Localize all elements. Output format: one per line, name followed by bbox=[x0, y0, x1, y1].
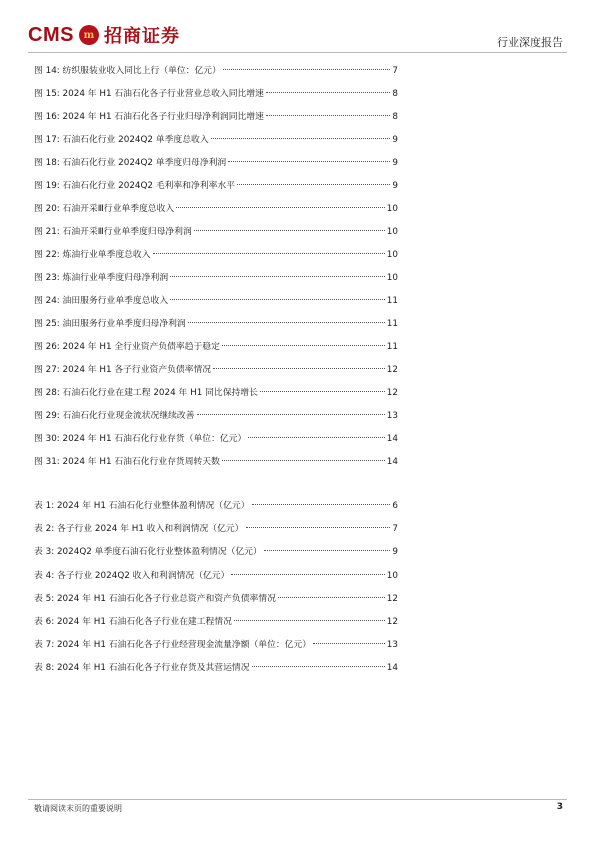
figure-entry-page: 14 bbox=[386, 457, 398, 467]
table-entry-page: 12 bbox=[386, 593, 398, 604]
figure-entry-page: 9 bbox=[392, 135, 398, 145]
figure-entry-page: 13 bbox=[386, 411, 398, 421]
dot-leader bbox=[246, 527, 391, 528]
table-entry-page: 10 bbox=[386, 570, 398, 581]
figure-entry-label: 图 14: 纺织服装业收入同比上行（单位：亿元） bbox=[34, 66, 221, 76]
table-index-list bbox=[34, 499, 398, 679]
table-entry[interactable] bbox=[34, 638, 398, 652]
dot-leader bbox=[266, 92, 391, 93]
figure-entry-page: 11 bbox=[386, 296, 398, 306]
figure-entry-page: 12 bbox=[386, 388, 398, 398]
table-entry-label: 表 6: 2024 年 H1 石油石化各子行业在建工程情况 bbox=[34, 617, 232, 627]
header-divider bbox=[28, 52, 567, 53]
figure-entry-label: 图 26: 2024 年 H1 全行业资产负债率趋于稳定 bbox=[34, 342, 220, 352]
dot-leader bbox=[313, 643, 385, 644]
figure-entry[interactable] bbox=[34, 110, 398, 124]
figure-entry-label: 图 30: 2024 年 H1 石油石化行业存货（单位：亿元） bbox=[34, 434, 247, 444]
figure-index-list bbox=[34, 64, 398, 467]
figure-entry-label: 图 19: 石油石化行业 2024Q2 毛利率和净利率水平 bbox=[34, 181, 236, 191]
figure-entry-page: 9 bbox=[392, 181, 398, 191]
figure-entry[interactable] bbox=[34, 409, 398, 423]
table-entry-page: 9 bbox=[392, 547, 398, 558]
footer-divider bbox=[28, 799, 567, 800]
logo-text: CMS bbox=[28, 23, 74, 46]
dot-leader bbox=[197, 414, 385, 415]
figure-entry-label: 图 16: 2024 年 H1 石油石化各子行业归母净利润同比增速 bbox=[34, 112, 264, 122]
figure-entry-page: 7 bbox=[392, 66, 398, 76]
figure-entry-label: 图 20: 石油开采Ⅲ行业单季度总收入 bbox=[34, 204, 175, 214]
figure-entry-page: 8 bbox=[392, 89, 398, 99]
table-entry[interactable] bbox=[34, 499, 398, 513]
company-logo bbox=[28, 22, 180, 48]
dot-leader bbox=[260, 391, 385, 392]
dot-leader bbox=[188, 322, 385, 323]
figure-entry-label: 图 21: 石油开采Ⅲ行业单季度归母净利润 bbox=[34, 227, 192, 237]
dot-leader bbox=[170, 299, 385, 300]
dot-leader bbox=[252, 504, 391, 505]
table-entry-label: 表 3: 2024Q2 单季度石油石化行业整体盈利情况（亿元） bbox=[34, 547, 262, 558]
figure-entry-page: 10 bbox=[386, 204, 398, 214]
dot-leader bbox=[234, 620, 385, 621]
dot-leader bbox=[153, 253, 385, 254]
dot-leader bbox=[222, 460, 385, 461]
table-entry-page: 13 bbox=[386, 640, 398, 651]
figure-entry[interactable] bbox=[34, 87, 398, 101]
figure-entry[interactable] bbox=[34, 156, 398, 170]
figure-entry-page: 10 bbox=[386, 250, 398, 260]
table-entry-label: 表 2: 各子行业 2024 年 H1 收入和利润情况（亿元） bbox=[34, 524, 244, 535]
dot-leader bbox=[237, 184, 390, 185]
table-entry[interactable] bbox=[34, 545, 398, 559]
report-type-label: 行业深度报告 bbox=[497, 36, 563, 49]
figure-entry-page: 10 bbox=[386, 227, 398, 237]
table-entry-page: 7 bbox=[392, 524, 398, 535]
table-entry-label: 表 4: 各子行业 2024Q2 收入和利润情况（亿元） bbox=[34, 570, 230, 581]
dot-leader bbox=[194, 230, 385, 231]
dot-leader bbox=[176, 207, 385, 208]
figure-entry-label: 图 27: 2024 年 H1 各子行业资产负债率情况 bbox=[34, 365, 212, 375]
figure-entry-label: 图 23: 炼油行业单季度归母净利润 bbox=[34, 273, 169, 283]
dot-leader bbox=[278, 597, 385, 598]
table-entry-page: 6 bbox=[392, 501, 398, 511]
table-entry-label: 表 1: 2024 年 H1 石油石化行业整体盈利情况（亿元） bbox=[34, 501, 250, 511]
logo-chinese-name: 招商证券 bbox=[103, 26, 180, 47]
figure-entry-page: 11 bbox=[386, 342, 398, 352]
dot-leader bbox=[213, 368, 385, 369]
figure-entry[interactable] bbox=[34, 455, 398, 469]
dot-leader bbox=[170, 276, 385, 277]
table-entry[interactable] bbox=[34, 522, 398, 536]
table-entry-page: 14 bbox=[386, 663, 398, 674]
logo-badge-text: m bbox=[83, 29, 95, 41]
figure-entry-page: 8 bbox=[392, 112, 398, 122]
disclaimer-note: 敬请阅读末页的重要说明 bbox=[34, 804, 122, 813]
figure-entry[interactable] bbox=[34, 64, 398, 78]
figure-entry[interactable] bbox=[34, 133, 398, 147]
figure-entry[interactable] bbox=[34, 271, 398, 285]
table-entry[interactable] bbox=[34, 592, 398, 606]
table-entry-label: 表 7: 2024 年 H1 石油石化各子行业经营现金流量净额（单位：亿元） bbox=[34, 640, 312, 651]
dot-leader bbox=[228, 161, 390, 162]
dot-leader bbox=[266, 115, 391, 116]
figure-entry-label: 图 18: 石油石化行业 2024Q2 单季度归母净利润 bbox=[34, 158, 227, 168]
figure-entry-label: 图 22: 炼油行业单季度总收入 bbox=[34, 250, 151, 260]
figure-entry[interactable] bbox=[34, 340, 398, 354]
table-entry-label: 表 5: 2024 年 H1 石油石化各子行业总资产和资产负债率情况 bbox=[34, 593, 276, 604]
dot-leader bbox=[248, 437, 385, 438]
figure-entry-label: 图 28: 石油石化行业在建工程 2024 年 H1 同比保持增长 bbox=[34, 388, 258, 398]
figure-entry[interactable] bbox=[34, 386, 398, 400]
page-number: 3 bbox=[556, 802, 563, 812]
figure-entry-page: 12 bbox=[386, 365, 398, 375]
dot-leader bbox=[223, 69, 390, 70]
figure-entry-page: 9 bbox=[392, 158, 398, 168]
figure-entry-label: 图 15: 2024 年 H1 石油石化各子行业营业总收入同比增速 bbox=[34, 89, 264, 99]
figure-entry[interactable] bbox=[34, 202, 398, 216]
dot-leader bbox=[264, 550, 391, 551]
figure-entry-page: 14 bbox=[386, 434, 398, 444]
figure-entry-label: 图 31: 2024 年 H1 石油石化行业存货周转天数 bbox=[34, 457, 220, 467]
figure-entry[interactable] bbox=[34, 225, 398, 239]
figure-entry-label: 图 29: 石油石化行业现金流状况继续改善 bbox=[34, 411, 195, 421]
figure-entry[interactable] bbox=[34, 179, 398, 193]
figure-entry[interactable] bbox=[34, 363, 398, 377]
dot-leader bbox=[252, 666, 385, 667]
table-entry-label: 表 8: 2024 年 H1 石油石化各子行业存货及其营运情况 bbox=[34, 663, 250, 674]
table-entry-page: 12 bbox=[386, 617, 398, 627]
figure-entry[interactable] bbox=[34, 432, 398, 446]
dot-leader bbox=[211, 138, 391, 139]
logo-emblem-icon bbox=[79, 25, 99, 45]
figure-entry-label: 图 24: 油田服务行业单季度总收入 bbox=[34, 296, 169, 306]
figure-entry-label: 图 25: 油田服务行业单季度归母净利润 bbox=[34, 319, 186, 329]
table-entry[interactable] bbox=[34, 661, 398, 675]
dot-leader bbox=[231, 574, 384, 575]
dot-leader bbox=[222, 345, 385, 346]
figure-entry-page: 11 bbox=[386, 319, 398, 329]
figure-entry[interactable] bbox=[34, 317, 398, 331]
table-entry[interactable] bbox=[34, 615, 398, 629]
figure-entry-label: 图 17: 石油石化行业 2024Q2 单季度总收入 bbox=[34, 135, 209, 145]
table-entry[interactable] bbox=[34, 569, 398, 583]
figure-entry-page: 10 bbox=[386, 273, 398, 283]
figure-entry[interactable] bbox=[34, 248, 398, 262]
figure-entry[interactable] bbox=[34, 294, 398, 308]
